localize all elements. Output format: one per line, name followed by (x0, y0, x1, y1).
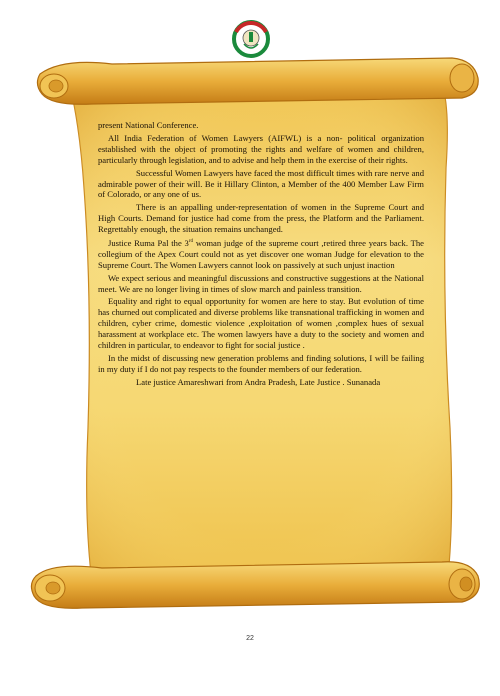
paragraph: present National Conference. (98, 120, 199, 130)
ordinal-suffix: rd (188, 239, 194, 245)
paragraph: In the midst of discussing new generation problems and finding solutions, I will be failing in my duty if I do not pay respects to the founder members of our federation. (98, 352, 424, 374)
letter-body (98, 120, 424, 390)
paragraph-text: woman judge of the supreme court ,retired three years back. The collegium of the Apex Court could not as yet discover one woman Judge for elevation to the Supreme Court. The Women Lawyers cannot look on passively at such unjust inaction (98, 237, 424, 270)
paragraph: Successful Women Lawyers have faced the most difficult times with rare nerve and admirable power of their will. Be it Hillary Clinton, a Member of the 400 Member Law Firm of Colorado, or any one of us. (98, 167, 424, 200)
paragraph (98, 237, 424, 271)
paragraph: Equality and right to equal opportunity for women are here to stay. But evolution of time has churned out complicated and diverse problems like transnational trafficking in women and children, cyber crime, domestic violence ,exploitation of women ,complex hues of sexual harassment at workplace etc. The women lawyers have a duty to the society and women and children in particular, to endeavor to fight for social justice . (98, 296, 424, 351)
paragraph: We expect serious and meaningful discussions and constructive suggestions at the National meet. We are no longer living in times of slow march and painless transition. (98, 272, 424, 294)
paragraph: All India Federation of Women Lawyers (AIFWL) is a non- political organization established with the object of promoting the rights and welfare of women and children, particularly through legislation, and to advise and help them in the exercise of their rights. (98, 132, 424, 165)
page-number: 22 (246, 635, 254, 642)
paragraph: Late justice Amareshwari from Andra Pradesh, Late Justice . Sunanada (136, 376, 381, 387)
paragraph-text: Justice Ruma Pal the 3 (108, 237, 189, 248)
paragraph: There is an appalling under-representation of women in the Supreme Court and High Courts. Demand for justice had come from the press, the Platform and the Parliament. Regrettably enough, the situation remains unchanged. (98, 202, 424, 235)
